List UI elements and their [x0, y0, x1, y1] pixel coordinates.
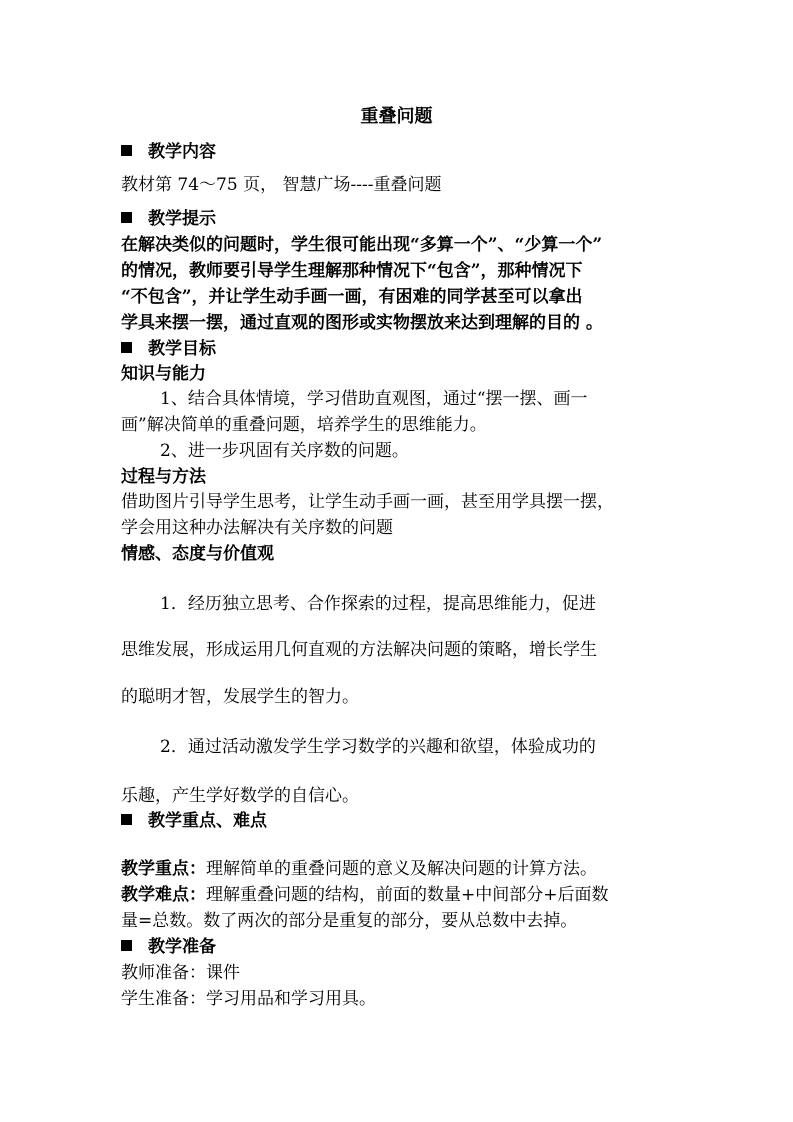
section-heading-hint [121, 207, 216, 231]
section-heading-content [121, 140, 216, 164]
hint-line: 学具来摆一摆，通过直观的图形或实物摆放来达到理解的目的 。 [121, 313, 603, 333]
subheading-process: 过程与方法 [121, 467, 206, 487]
hint-line: 的情况，教师要引导学生理解那种情况下“包含”，那种情况下 [121, 261, 583, 281]
square-bullet-icon [121, 145, 132, 156]
subheading-knowledge: 知识与能力 [121, 364, 206, 384]
section-heading-text: 教学准备 [148, 937, 216, 957]
emotion-line: 2．通过活动激发学生学习数学的兴趣和欲望，体验成功的 [160, 737, 596, 757]
section-heading-goals [121, 337, 216, 361]
emotion-line: 的聪明才智，发展学生的智力。 [121, 687, 359, 707]
knowledge-line: 画”解决简单的重叠问题，培养学生的思维能力。 [121, 415, 487, 435]
square-bullet-icon [121, 940, 132, 951]
key-point-text: 理解简单的重叠问题的意义及解决问题的计算方法。 [206, 859, 597, 879]
student-preparation: 学生准备：学习用品和学习用具。 [121, 989, 376, 1009]
hint-line: 在解决类似的问题时，学生很可能出现“多算一个”、“少算一个” [121, 235, 603, 255]
subheading-emotion: 情感、态度与价值观 [121, 544, 274, 564]
difficult-point-line-2: 量=总数。数了两次的部分是重复的部分，要从总数中去掉。 [121, 911, 578, 931]
teacher-preparation: 教师准备：课件 [121, 963, 240, 983]
difficult-point-label: 教学难点： [121, 885, 206, 905]
content-text: 教材第 74～75 页， 智慧广场----重叠问题 [121, 175, 442, 195]
emotion-line: 乐趣，产生学好数学的自信心。 [121, 786, 359, 806]
emotion-line: 思维发展，形成运用几何直观的方法解决问题的策略，增长学生 [121, 640, 597, 660]
section-heading-preparation [121, 935, 216, 959]
page-title: 重叠问题 [360, 106, 433, 127]
process-line: 借助图片引导学生思考，让学生动手画一画，甚至用学具摆一摆， [121, 492, 614, 512]
section-heading-text: 教学重点、难点 [148, 811, 267, 831]
section-heading-text: 教学提示 [148, 209, 216, 229]
key-point-label: 教学重点： [121, 859, 206, 879]
section-heading-key-points [121, 809, 267, 833]
emotion-line: 1．经历独立思考、合作探索的过程，提高思维能力，促进 [160, 594, 596, 614]
section-heading-text: 教学目标 [148, 339, 216, 359]
square-bullet-icon [121, 342, 132, 353]
difficult-point-line [121, 883, 681, 907]
knowledge-line: 2、进一步巩固有关序数的问题。 [160, 441, 409, 461]
section-heading-text: 教学内容 [148, 142, 216, 162]
square-bullet-icon [121, 212, 132, 223]
knowledge-line: 1、结合具体情境，学习借助直观图，通过“摆一摆、画一 [160, 389, 588, 409]
square-bullet-icon [121, 814, 132, 825]
key-point-line [121, 857, 681, 881]
difficult-point-text: 理解重叠问题的结构，前面的数量+中间部分+后面数 [206, 885, 609, 905]
hint-line: “不包含”，并让学生动手画一画，有困难的同学甚至可以拿出 [121, 287, 583, 307]
process-line: 学会用这种办法解决有关序数的问题 [121, 518, 393, 538]
